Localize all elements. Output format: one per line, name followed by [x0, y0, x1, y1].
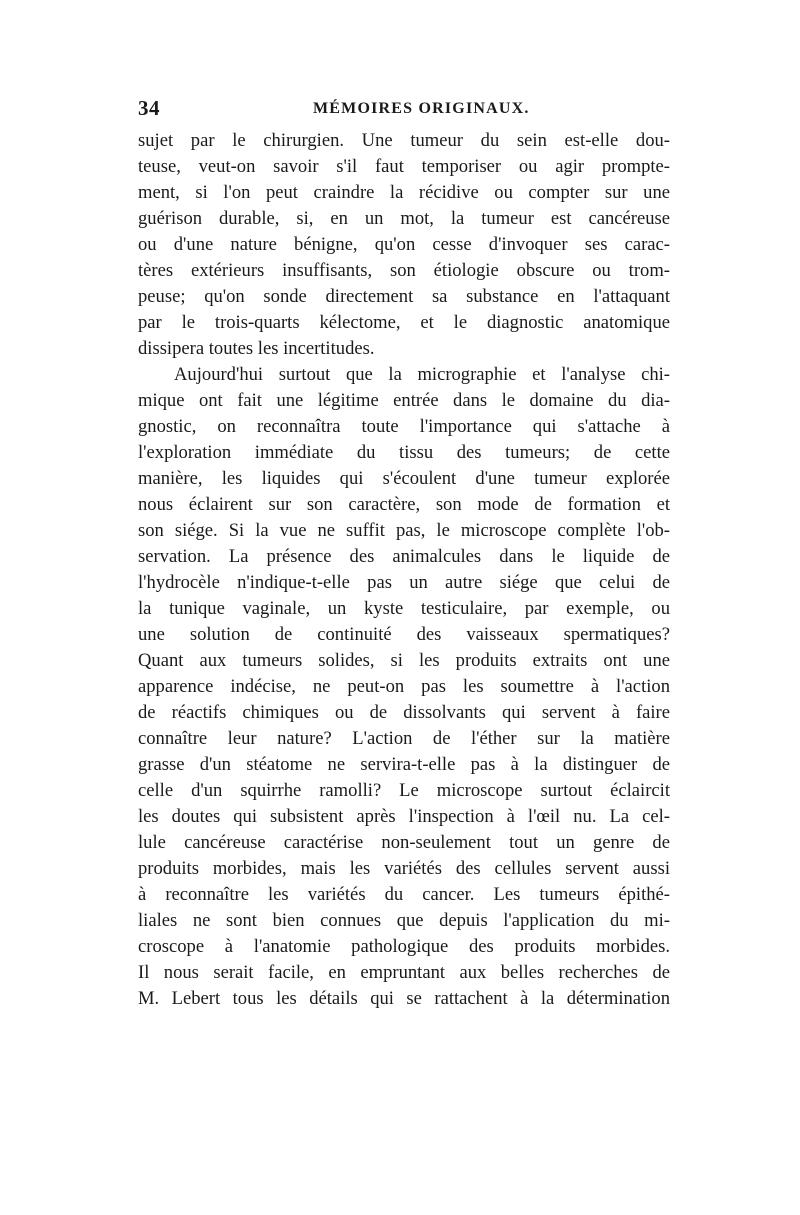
page-header	[138, 96, 668, 124]
text-line: peuse; qu'on sonde directement sa substance en l'attaquant	[138, 286, 670, 307]
text-line: tères extérieurs insuffisants, son étiologie obscure ou trom-	[138, 260, 670, 281]
text-line: ment, si l'on peut craindre la récidive ou compter sur une	[138, 182, 670, 203]
text-line: grasse d'un stéatome ne servira-t-elle pas à la distinguer de	[138, 754, 670, 775]
text-line: croscope à l'anatomie pathologique des produits morbides.	[138, 936, 670, 957]
text-line: guérison durable, si, en un mot, la tumeur est cancéreuse	[138, 208, 670, 229]
text-line: celle d'un squirrhe ramolli? Le microscope surtout éclaircit	[138, 780, 670, 801]
text-line: manière, les liquides qui s'écoulent d'une tumeur explorée	[138, 468, 670, 489]
paragraph	[138, 362, 670, 1012]
text-line: ou d'une nature bénigne, qu'on cesse d'invoquer ses carac-	[138, 234, 670, 255]
text-line: nous éclairent sur son caractère, son mode de formation et	[138, 494, 670, 515]
text-line: M. Lebert tous les détails qui se rattachent à la détermination	[138, 988, 670, 1009]
text-line: de réactifs chimiques ou de dissolvants qui servent à faire	[138, 702, 670, 723]
text-line: Quant aux tumeurs solides, si les produits extraits ont une	[138, 650, 670, 671]
text-line: la tunique vaginale, un kyste testiculaire, par exemple, ou	[138, 598, 670, 619]
text-line: liales ne sont bien connues que depuis l'application du mi-	[138, 910, 670, 931]
text-line: l'exploration immédiate du tissu des tumeurs; de cette	[138, 442, 670, 463]
paragraph	[138, 128, 670, 362]
text-line: servation. La présence des animalcules dans le liquide de	[138, 546, 670, 567]
text-line: dissipera toutes les incertitudes.	[138, 338, 375, 359]
page-number: 34	[138, 96, 160, 120]
running-head: MÉMOIRES ORIGINAUX.	[313, 100, 530, 117]
text-line: Aujourd'hui surtout que la micrographie et l'analyse chi-	[174, 364, 670, 385]
text-line: sujet par le chirurgien. Une tumeur du sein est-elle dou-	[138, 130, 670, 151]
body-text	[138, 128, 670, 1012]
text-line: à reconnaître les variétés du cancer. Les tumeurs épithé-	[138, 884, 670, 905]
text-line: teuse, veut-on savoir s'il faut temporiser ou agir prompte-	[138, 156, 670, 177]
text-line: Il nous serait facile, en empruntant aux belles recherches de	[138, 962, 670, 983]
text-line: lule cancéreuse caractérise non-seulement tout un genre de	[138, 832, 670, 853]
text-line: gnostic, on reconnaîtra toute l'importance qui s'attache à	[138, 416, 670, 437]
text-line: les doutes qui subsistent après l'inspection à l'œil nu. La cel-	[138, 806, 670, 827]
text-line: connaître leur nature? L'action de l'éther sur la matière	[138, 728, 670, 749]
text-line: mique ont fait une légitime entrée dans le domaine du dia-	[138, 390, 670, 411]
text-line: une solution de continuité des vaisseaux spermatiques?	[138, 624, 670, 645]
text-line: apparence indécise, ne peut-on pas les soumettre à l'action	[138, 676, 670, 697]
text-line: son siége. Si la vue ne suffit pas, le microscope complète l'ob-	[138, 520, 670, 541]
text-line: produits morbides, mais les variétés des cellules servent aussi	[138, 858, 670, 879]
text-line: l'hydrocèle n'indique-t-elle pas un autre siége que celui de	[138, 572, 670, 593]
text-line: par le trois-quarts kélectome, et le diagnostic anatomique	[138, 312, 670, 333]
